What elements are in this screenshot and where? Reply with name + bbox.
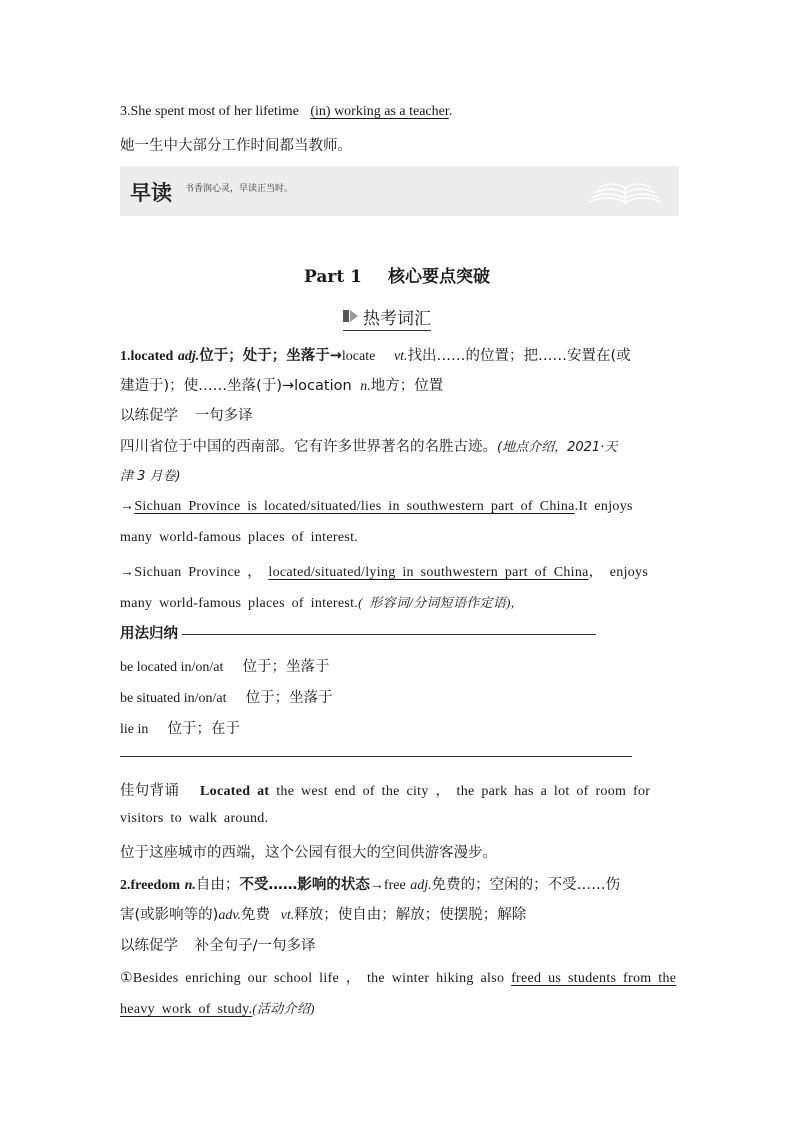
- usage-en: be situated in/on/at: [120, 691, 227, 706]
- question-1-answer: freed us students from the: [511, 971, 677, 986]
- prompt-source: (地点介绍，2021·天: [497, 440, 618, 455]
- usage-end-rule: [120, 756, 632, 757]
- sentence-3: [120, 104, 452, 120]
- entry-2-related: →free: [369, 878, 406, 893]
- banner-slogan: 书香润心灵，早读正当时。: [185, 184, 294, 194]
- answer-2-start: →Sichuan Province ，: [120, 565, 262, 580]
- entry-2-line-2: [120, 903, 526, 924]
- recite-label: 佳句背诵: [120, 783, 180, 799]
- entry-1-line-2-pos: n.: [360, 379, 371, 394]
- usage-en: lie in: [120, 722, 149, 737]
- entry-2-pos: n.: [184, 878, 196, 893]
- answer-1-underlined: Sichuan Province is located/situated/lies in southwestern part of China: [134, 499, 575, 514]
- question-1-note: (活动介绍): [252, 1001, 315, 1016]
- section-title-text: 热考词汇: [363, 309, 431, 329]
- practice-type: 补全句子/一句多译: [194, 938, 316, 954]
- question-1-answer-2: heavy work of study: [120, 1002, 249, 1017]
- entry-1-prompt: [120, 435, 617, 456]
- entry-1-word: 1.located: [120, 349, 174, 364]
- usage-item: [120, 686, 333, 707]
- usage-item: [120, 717, 240, 738]
- entry-1-answer-2-line-2: [120, 592, 514, 612]
- entry-2-line-2-a: 害(或影响等的): [120, 907, 219, 923]
- entry-2-line-2-b: 免费: [241, 907, 271, 923]
- sentence-3-translation: 她一生中大部分工作时间都当教师。: [120, 138, 352, 154]
- entry-1-pos: adj.: [177, 349, 200, 364]
- answer-2-note: ( 形容词/分词短语作定语),: [358, 595, 515, 610]
- section-marker-icon: [343, 308, 359, 328]
- entry-1-definition: 位于；处于；坐落于→: [199, 348, 342, 364]
- sentence-3-text: 3.She spent most of her lifetime: [120, 104, 299, 119]
- usage-en: be located in/on/at: [120, 660, 224, 675]
- sentence-3-answer: (in) working as a teacher: [310, 104, 449, 119]
- entry-2-related-def: 免费的；空闲的；不受……伤: [431, 877, 621, 893]
- answer-2-underlined: located/situated/lying in southwestern part of China: [268, 565, 589, 580]
- recite-bold: Located at: [200, 784, 270, 799]
- recite-line-1: [120, 779, 650, 800]
- usage-summary-heading: [120, 622, 596, 643]
- sentence-3-period: .: [448, 104, 453, 119]
- entry-2-def-bold: 不受……影响的状态: [239, 877, 370, 893]
- entry-2-line-1: [120, 873, 620, 894]
- entry-2-question-1-line-2: [120, 998, 315, 1018]
- entry-2-word: 2.freedom: [120, 878, 180, 893]
- entry-1-line-1: [120, 344, 631, 365]
- part-number: Part 1: [304, 267, 362, 287]
- usage-cn: 位于；在于: [167, 721, 240, 737]
- practice-label: 以练促学: [120, 938, 178, 954]
- usage-cn: 位于；坐落于: [242, 659, 330, 675]
- usage-cn: 位于；坐落于: [245, 690, 333, 706]
- answer-2-rest: ， enjoys: [588, 565, 649, 580]
- section-title: [343, 304, 431, 331]
- entry-2-practice-label: [120, 934, 316, 955]
- entry-1-answer-2: [120, 561, 648, 581]
- answer-arrow: →: [120, 499, 135, 514]
- question-1-end: .: [248, 1002, 253, 1017]
- entry-1-related-pos: vt.: [393, 349, 408, 364]
- open-book-icon: [585, 174, 665, 212]
- entry-1-line-2: [120, 374, 443, 395]
- recite-rest: the west end of the city ， the park has a lot of room for: [269, 784, 651, 799]
- prompt-source-2: 津 3 月卷): [120, 469, 181, 484]
- entry-1-related-def: 找出……的位置；把……安置在(或: [407, 348, 631, 364]
- part-heading: 核心要点突破: [387, 267, 490, 287]
- entry-2-line-2-pos: adv.: [218, 908, 242, 923]
- recite-translation: 位于这座城市的西端，这个公园有很大的空间供游客漫步。: [120, 845, 497, 861]
- practice-label: 以练促学: [120, 408, 178, 424]
- part-title: [0, 262, 794, 287]
- practice-type: 一句多译: [194, 408, 253, 424]
- entry-1-answer-1-line-2: many world-famous places of interest.: [120, 530, 359, 545]
- entry-2-question-1: [120, 967, 676, 987]
- entry-1-related-1: locate: [341, 349, 376, 364]
- entry-1-line-2-text: 建造于)；使……坐落(于)→location: [120, 378, 352, 394]
- entry-2-related-pos: adj.: [410, 878, 432, 893]
- entry-1-line-2-def: 地方；位置: [370, 378, 444, 394]
- usage-item: [120, 655, 330, 676]
- entry-1-answer-1: [120, 499, 633, 515]
- morning-reading-banner: [120, 166, 679, 216]
- entry-2-def: 自由；: [195, 877, 240, 893]
- recite-line-2: visitors to walk around.: [120, 811, 269, 826]
- question-1-start: ①Besides enriching our school life ， the winter hiking also: [120, 971, 505, 986]
- entry-1-practice-label: [120, 404, 253, 425]
- banner-title: 早读: [130, 181, 172, 205]
- entry-2-line-2-c: 释放；使自由；解放；使摆脱；解除: [294, 907, 527, 923]
- usage-label: 用法归纳: [120, 626, 178, 642]
- entry-1-prompt-line-2: [120, 465, 181, 484]
- usage-rule: [182, 634, 596, 635]
- answer-2-line-2-text: many world-famous places of interest.: [120, 596, 359, 611]
- entry-2-line-2-pos2: vt.: [280, 908, 295, 923]
- answer-1-rest: .It enjoys: [574, 499, 633, 514]
- prompt-text: 四川省位于中国的西南部。它有许多世界著名的名胜古迹。: [120, 439, 497, 455]
